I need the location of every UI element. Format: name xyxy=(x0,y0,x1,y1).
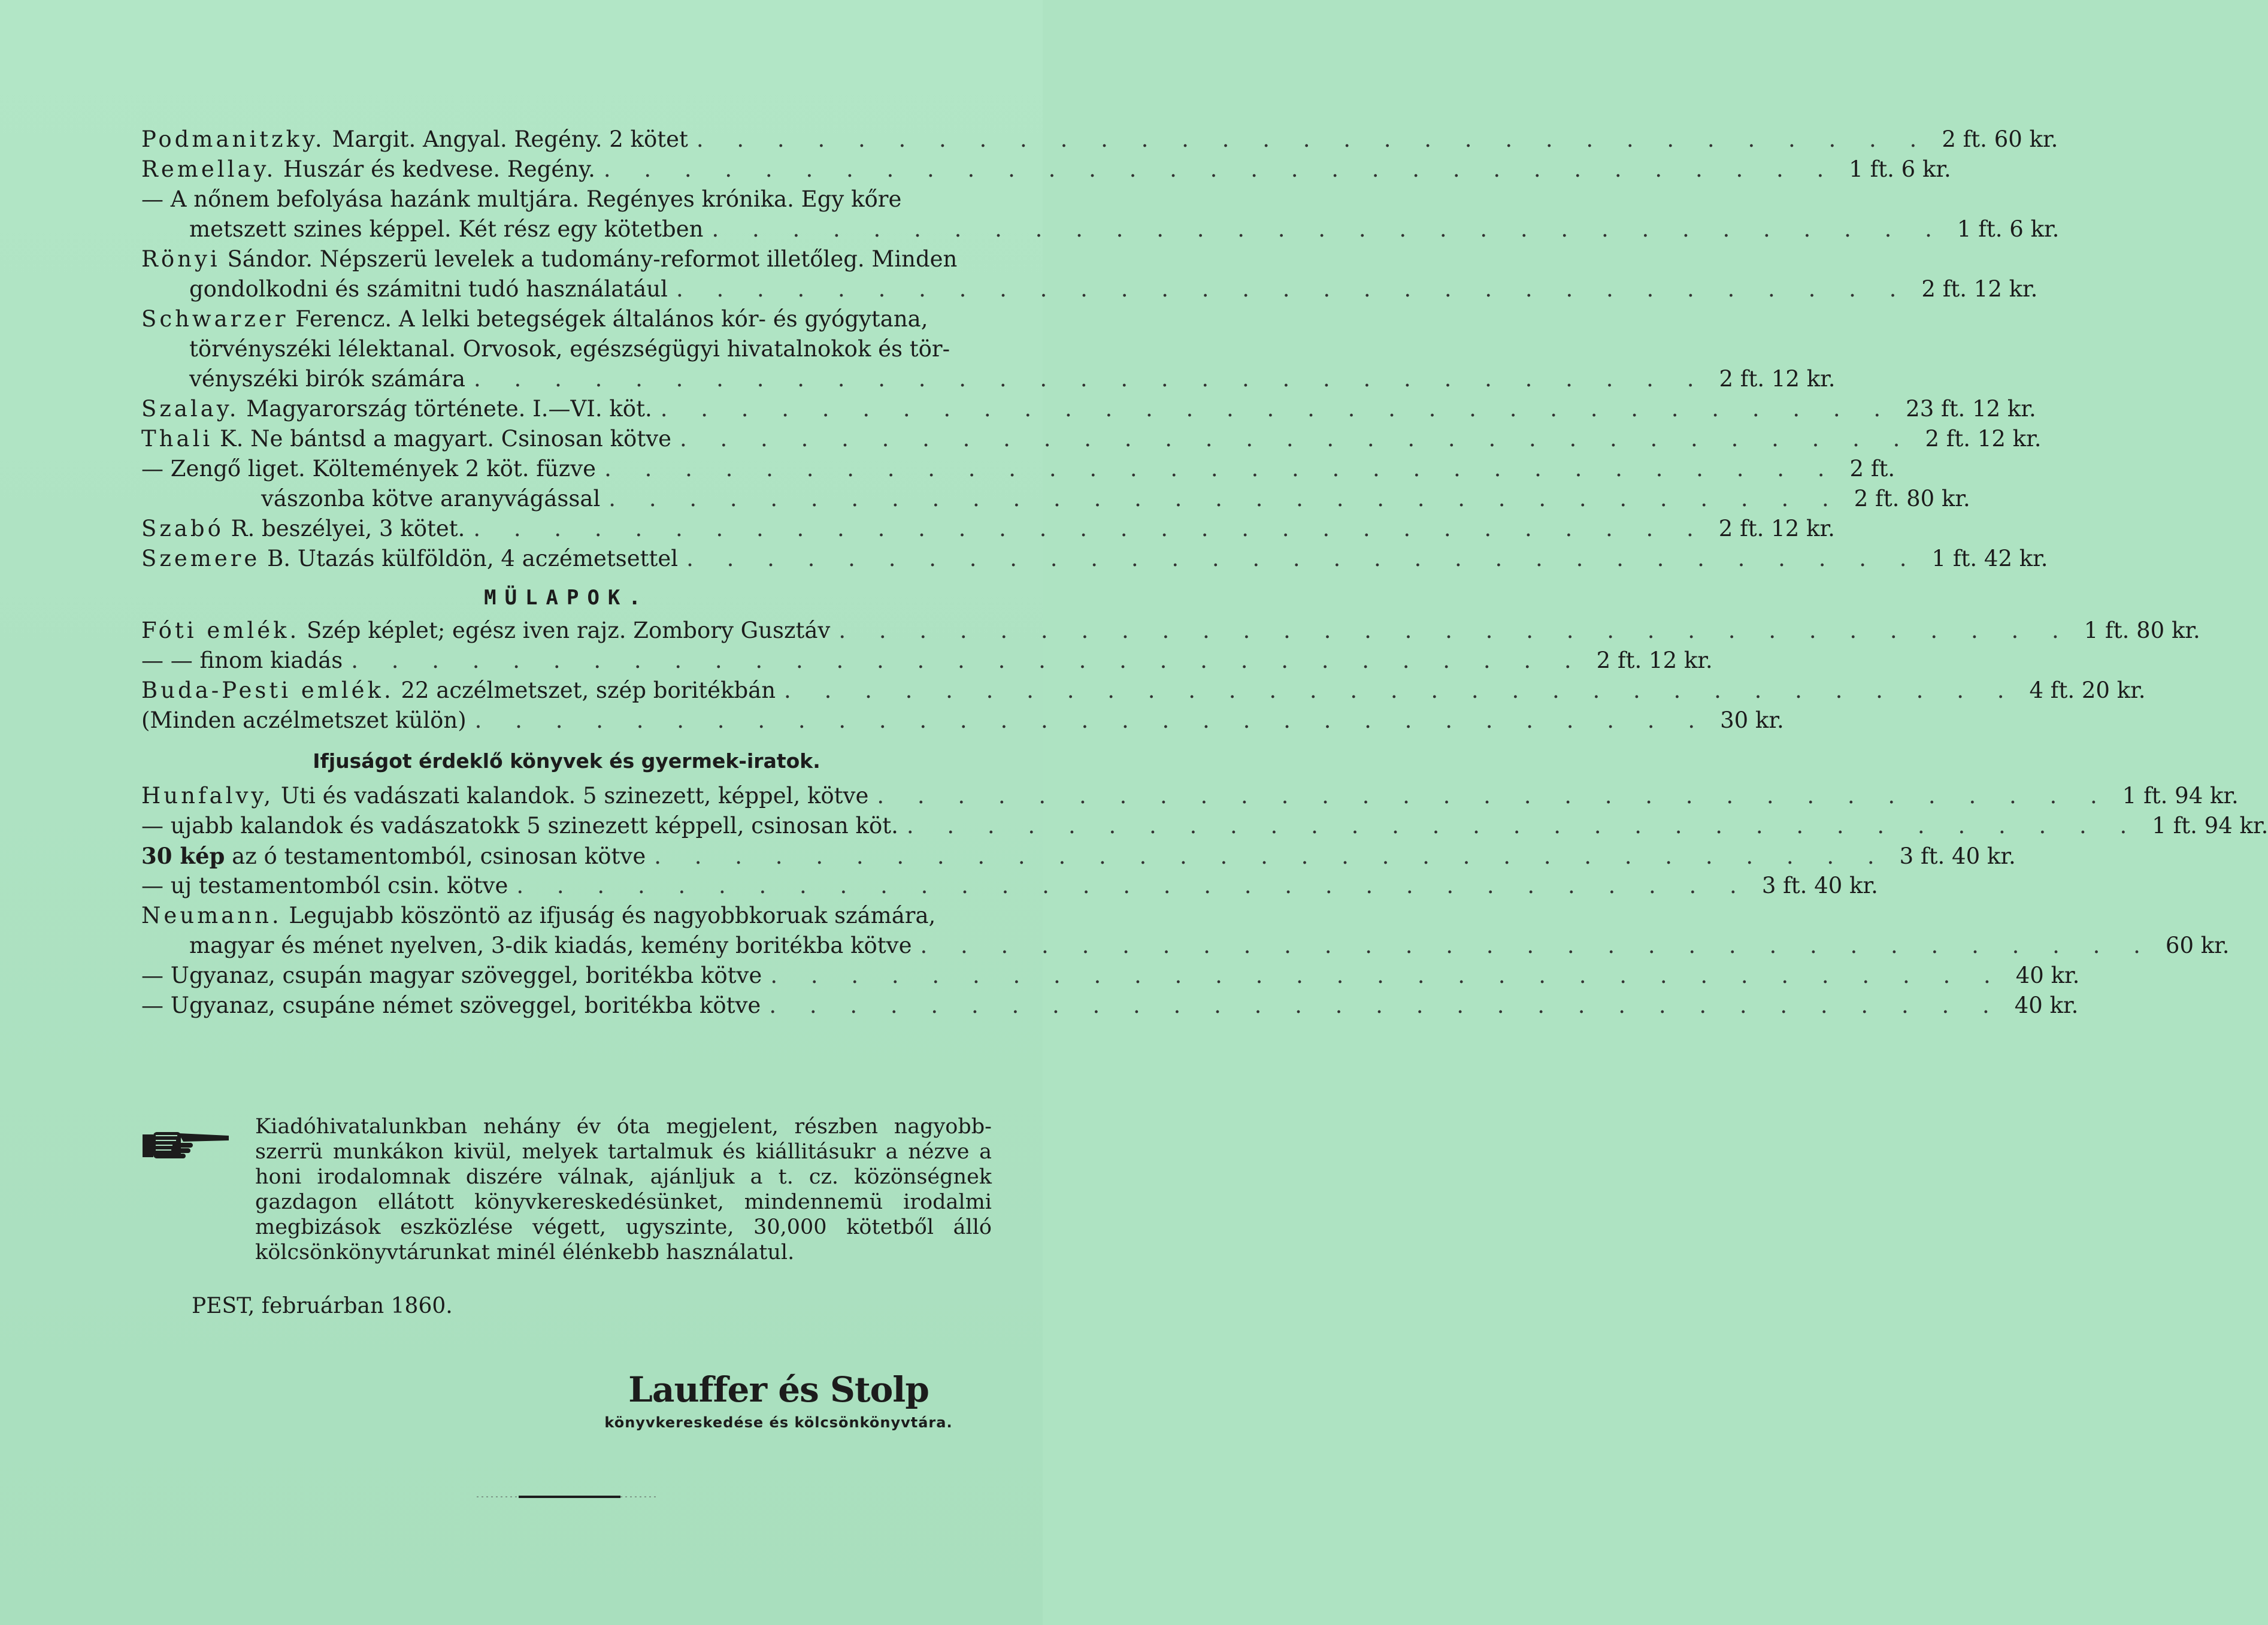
closing-rule xyxy=(477,1495,656,1499)
youth-books-list xyxy=(141,781,2268,1021)
entry-title: — Ugyanaz, csupáne német szöveggel, boritékba kötve xyxy=(141,992,761,1018)
entry-price: 1 ft. 42 kr. xyxy=(1931,546,2048,571)
entry-price: 2 ft. 12 kr. xyxy=(1921,276,2038,302)
entry-price: 2 ft. 60 kr. xyxy=(1942,126,2058,152)
dot-leader: . . . . . . . . . . . . . . . . . . . . . . . . . . . . . . . xyxy=(696,126,1930,152)
entry-text xyxy=(141,214,703,244)
entry-price: 2 ft. 12 kr. xyxy=(1719,366,1836,392)
entry-text xyxy=(141,841,646,871)
entry-price: 1 ft. 94 kr. xyxy=(2152,813,2268,839)
entry-text xyxy=(141,155,595,184)
publisher-name: Lauffer és Stolp xyxy=(628,1369,929,1410)
entry-text xyxy=(141,901,935,931)
entry-author: Remellay. xyxy=(141,156,277,182)
notice-text: Kiadóhivatalunkban nehány év óta megjelent, részben nagyobb-szerrü munkákon kivül, melyek tartalmuk és kiállitásukr a nézve a honi irodalomnak diszére válnak, ajánljuk a t. cz. közönségnek gazdagon ellátott könyvkereskedésünket, mindennemü irodalmi megbizások eszközlése végett, ugyszinte, 30,000 kötetből álló kölcsönkönyvtárunkat minél élénkebb használatul. xyxy=(255,1115,992,1264)
dateline: PEST, februárban 1860. xyxy=(192,1294,453,1318)
entry-price: 2 ft. 12 kr. xyxy=(1925,426,2042,452)
entry-price: 1 ft. 6 kr. xyxy=(1849,156,1951,182)
catalog-entry xyxy=(141,931,2230,961)
entry-title: — uj testamentomból csin. kötve xyxy=(141,873,508,898)
publisher-imprint xyxy=(569,1369,988,1435)
entry-text xyxy=(141,544,678,574)
entry-author: Buda-Pesti emlék. xyxy=(141,677,394,703)
prints-list xyxy=(141,616,2200,736)
entry-author: Podmanitzky. xyxy=(141,126,325,152)
entry-price: 1 ft. 94 kr. xyxy=(2122,783,2239,809)
catalog-entry xyxy=(141,646,1713,676)
entry-author: Hunfalvy, xyxy=(141,783,274,809)
entry-text xyxy=(141,334,950,364)
entry-text xyxy=(141,274,668,304)
entry-text xyxy=(141,991,761,1021)
entry-title: Ferencz. A lelki betegségek általános kór- és gyógytana, xyxy=(288,306,928,332)
catalog-entry xyxy=(141,991,2079,1021)
dot-leader: . . . . . . . . . . . . . . . . . . . . . . . . . . . . . . . xyxy=(906,813,2140,839)
entry-title: Uti és vadászati kalandok. 5 szinezett, képpel, kötve xyxy=(274,783,869,809)
entry-text xyxy=(141,616,830,646)
entry-price: 40 kr. xyxy=(2015,963,2080,988)
dot-leader: . . . . . . . . . . . . . . . . . . . . . . . . . . . . . . . xyxy=(604,456,1838,482)
catalog-entry xyxy=(141,514,1835,544)
dot-leader: . . . . . . . . . . . . . . . . . . . . . . . . . . . . . . . xyxy=(474,366,1707,392)
entry-text xyxy=(141,961,762,991)
dot-leader: . . . . . . . . . . . . . . . . . . . . . . . . . . . . . . . xyxy=(877,783,2110,809)
entry-title: — A nőnem befolyása hazánk multjára. Regényes krónika. Egy kőre xyxy=(141,186,902,212)
catalog-entry xyxy=(141,871,1878,901)
entry-author: Schwarzer xyxy=(141,306,289,332)
dot-leader: . . . . . . . . . . . . . . . . . . . . . . . . . . . . . . . xyxy=(680,426,1913,452)
entry-author: Szemere xyxy=(141,546,261,571)
entry-text xyxy=(141,125,688,155)
catalog-entry xyxy=(141,304,992,334)
entry-author: Thali xyxy=(141,426,213,452)
entry-price: 2 ft. 12 kr. xyxy=(1718,516,1835,541)
catalog-entry xyxy=(141,781,2239,811)
entry-text xyxy=(141,646,343,676)
catalog-entry xyxy=(141,706,1784,736)
entry-author: Rönyi xyxy=(141,246,220,272)
entry-price: 1 ft. 80 kr. xyxy=(2084,618,2200,643)
entry-text xyxy=(141,706,467,736)
entry-price: 3 ft. 40 kr. xyxy=(1761,873,1878,898)
entry-author: 30 kép xyxy=(141,843,225,869)
entry-title: R. beszélyei, 3 kötet. xyxy=(223,516,465,541)
entry-title: K. Ne bántsd a magyart. Csinosan kötve xyxy=(213,426,671,452)
entry-title: magyar és ménet nyelven, 3-dik kiadás, kemény boritékba kötve xyxy=(189,933,912,958)
catalog-entry xyxy=(141,125,2058,155)
entry-price: 2 ft. xyxy=(1849,456,1895,482)
pointing-hand-icon xyxy=(141,1127,231,1161)
catalog-entry xyxy=(141,184,992,214)
entry-title: — ujabb kalandok és vadászatokk 5 szinezett képpell, csinosan köt. xyxy=(141,813,898,839)
entry-text xyxy=(141,394,652,424)
entry-author: Szalay. xyxy=(141,396,240,422)
entry-title: vászonba kötve aranyvágással xyxy=(261,486,601,512)
publisher-notice xyxy=(141,1114,992,1265)
entry-text xyxy=(141,304,928,334)
entry-price: 1 ft. 6 kr. xyxy=(1957,216,2060,242)
entry-text xyxy=(141,364,465,394)
dot-leader: . . . . . . . . . . . . . . . . . . . . . . . . . . . . . . . xyxy=(769,992,2003,1018)
book-list xyxy=(141,125,2268,1021)
dot-leader: . . . . . . . . . . . . . . . . . . . . . . . . . . . . . . . xyxy=(473,516,1707,541)
entry-title: Margit. Angyal. Regény. 2 kötet xyxy=(325,126,688,152)
catalog-entry xyxy=(141,155,1951,184)
entry-text xyxy=(141,454,596,484)
catalog-entry xyxy=(141,841,2016,871)
entry-text xyxy=(141,514,465,544)
dot-leader: . . . . . . . . . . . . . . . . . . . . . . . . . . . . . . . xyxy=(784,677,2018,703)
catalog-entry xyxy=(141,901,992,931)
dot-leader: . . . . . . . . . . . . . . . . . . . . . . . . . . . . . . . xyxy=(838,618,2072,643)
entry-text xyxy=(141,676,776,706)
entry-author: Szabó xyxy=(141,516,224,541)
dot-leader: . . . . . . . . . . . . . . . . . . . . . . . . . . . . . . . xyxy=(654,843,1888,869)
catalog-entry xyxy=(141,544,2048,574)
entry-title: törvényszéki lélektanal. Orvosok, egészségügyi hivatalnokok és tör- xyxy=(189,336,950,362)
catalog-entry xyxy=(141,214,2060,244)
entry-price: 30 kr. xyxy=(1720,707,1784,733)
entry-title: az ó testamentomból, csinosan kötve xyxy=(225,843,646,869)
entry-title: B. Utazás külföldön, 4 aczémetsettel xyxy=(260,546,679,571)
catalog-entry xyxy=(141,961,2080,991)
dot-leader: . . . . . . . . . . . . . . . . . . . . . . . . . . . . . . . xyxy=(770,963,2004,988)
entry-title: 22 aczélmetszet, szép boritékbán xyxy=(393,677,776,703)
entry-text xyxy=(141,781,868,811)
entry-title: — — finom kiadás xyxy=(141,647,343,673)
entry-text xyxy=(141,424,671,454)
entry-price: 23 ft. 12 kr. xyxy=(1906,396,2036,422)
catalog-entry xyxy=(141,811,2268,841)
dot-leader: . . . . . . . . . . . . . . . . . . . . . . . . . . . . . . . xyxy=(516,873,1750,898)
catalog-entry xyxy=(141,616,2200,646)
catalog-entry xyxy=(141,274,2038,304)
entry-price: 3 ft. 40 kr. xyxy=(1899,843,2016,869)
dot-leader: . . . . . . . . . . . . . . . . . . . . . . . . . . . . . . . xyxy=(711,216,1945,242)
entry-price: 60 kr. xyxy=(2165,933,2230,958)
dot-leader: . . . . . . . . . . . . . . . . . . . . . . . . . . . . . . . xyxy=(608,486,1842,512)
entry-text xyxy=(141,484,600,514)
entry-author: Fóti emlék. xyxy=(141,618,300,643)
catalog-entry xyxy=(141,454,1895,484)
dot-leader: . . . . . . . . . . . . . . . . . . . . . . . . . . . . . . . xyxy=(603,156,1837,182)
entry-price: 4 ft. 20 kr. xyxy=(2029,677,2146,703)
entry-title: vényszéki birók számára xyxy=(189,366,466,392)
dot-leader: . . . . . . . . . . . . . . . . . . . . . . . . . . . . . . . xyxy=(686,546,1920,571)
entry-title: gondolkodni és számitni tudó használatául xyxy=(189,276,668,302)
catalog-entry xyxy=(141,364,1836,394)
catalog-entry xyxy=(141,676,2146,706)
entry-title: — Zengő liget. Költemények 2 köt. füzve xyxy=(141,456,596,482)
dot-leader: . . . . . . . . . . . . . . . . . . . . . . . . . . . . . . . xyxy=(920,933,2154,958)
entry-text xyxy=(141,871,508,901)
entry-price: 40 kr. xyxy=(2014,992,2079,1018)
catalog-entry xyxy=(141,424,2042,454)
mulapok-heading: MÜLAPOK. xyxy=(484,586,649,610)
entry-title: — Ugyanaz, csupán magyar szöveggel, boritékba kötve xyxy=(141,963,762,988)
entry-title: (Minden aczélmetszet külön) xyxy=(141,707,467,733)
dot-leader: . . . . . . . . . . . . . . . . . . . . . . . . . . . . . . . xyxy=(474,707,1709,733)
book-list-main xyxy=(141,125,2060,574)
catalog-entry xyxy=(141,334,992,364)
catalog-entry xyxy=(141,394,2036,424)
entry-text xyxy=(141,244,957,274)
youth-books-heading: Ifjuságot érdeklő könyvek és gyermek-iratok. xyxy=(313,749,820,773)
entry-text xyxy=(141,931,912,961)
entry-title: Szép képlet; egész iven rajz. Zombory Gusztáv xyxy=(299,618,831,643)
entry-title: Legujabb köszöntö az ifjuság és nagyobbkoruak számára, xyxy=(281,903,936,928)
entry-title: Sándor. Népszerü levelek a tudomány-reformot illetőleg. Minden xyxy=(220,246,958,272)
entry-title: Huszár és kedvese. Regény. xyxy=(276,156,595,182)
dot-leader: . . . . . . . . . . . . . . . . . . . . . . . . . . . . . . . xyxy=(351,647,1585,673)
dot-leader: . . . . . . . . . . . . . . . . . . . . . . . . . . . . . . . xyxy=(676,276,1910,302)
publisher-subtitle: könyvkereskedése és kölcsönkönyvtára. xyxy=(604,1414,953,1431)
entry-price: 2 ft. 12 kr. xyxy=(1596,647,1713,673)
entry-title: metszett szines képpel. Két rész egy kötetben xyxy=(189,216,704,242)
catalog-entry xyxy=(141,484,1970,514)
entry-author: Neumann. xyxy=(141,903,282,928)
entry-text xyxy=(141,811,898,841)
catalog-entry xyxy=(141,244,992,274)
entry-text xyxy=(141,184,901,214)
entry-title: Magyarország története. I.—VI. köt. xyxy=(239,396,652,422)
dot-leader: . . . . . . . . . . . . . . . . . . . . . . . . . . . . . . . xyxy=(660,396,1894,422)
entry-price: 2 ft. 80 kr. xyxy=(1854,486,1970,512)
